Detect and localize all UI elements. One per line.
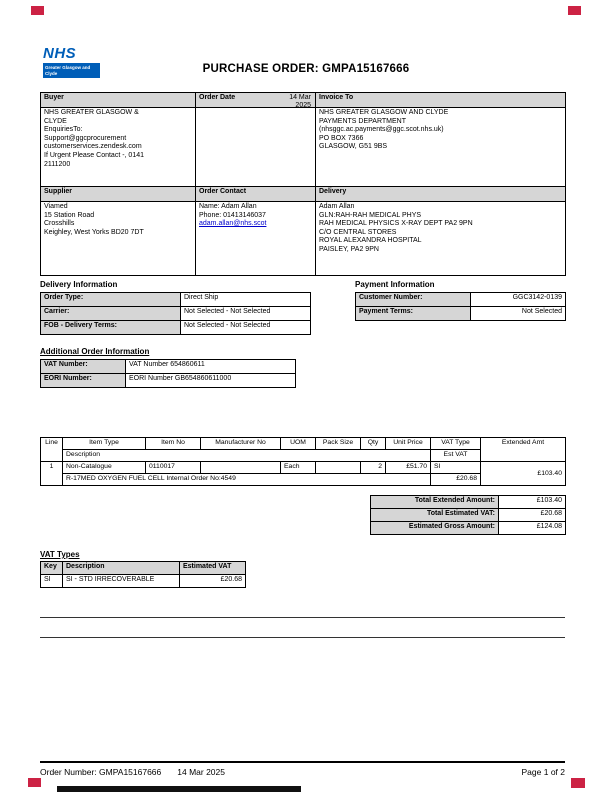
- totals-table: [370, 495, 566, 535]
- buyer-address-line: 2111200: [44, 160, 71, 168]
- buyer-address-line: If Urgent Please Contact -, 0141: [44, 151, 144, 159]
- carrier-value: Not Selected - Not Selected: [181, 307, 311, 321]
- estimated-gross-amount-value: £124.08: [499, 522, 566, 535]
- parties-table: [40, 92, 566, 276]
- item-uom: Each: [281, 462, 316, 474]
- supplier-header: Supplier: [41, 187, 196, 202]
- delivery-address: [316, 202, 566, 276]
- col-header-item-no: Item No: [146, 438, 201, 450]
- total-estimated-vat-label: Total Estimated VAT:: [371, 509, 499, 522]
- delivery-address-line: RAH MEDICAL PHYSICS X-RAY DEPT PA2 9PN: [319, 220, 473, 228]
- payment-information-heading: Payment Information: [355, 280, 435, 289]
- delivery-address-line: PAISLEY, PA2 9PN: [319, 245, 379, 253]
- footer-page-number: Page 1 of 2: [521, 767, 565, 777]
- vat-estimated-value: £20.68: [180, 575, 246, 588]
- buyer-address-line: NHS GREATER GLASGOW &: [44, 109, 139, 116]
- contact-phone: Phone: 01413146037: [199, 211, 266, 219]
- col-header-unit-price: Unit Price: [386, 438, 431, 450]
- additional-order-information-table: [40, 359, 296, 388]
- estimated-gross-amount-label: Estimated Gross Amount:: [371, 522, 499, 535]
- order-date-cell: [196, 108, 316, 187]
- item-extended-amt: £103.40: [481, 462, 566, 486]
- order-contact-header: Order Contact: [196, 187, 316, 202]
- scan-artifact-bar: [57, 786, 301, 792]
- customer-number-value: GGC3142-0139: [471, 293, 566, 307]
- corner-mark-bottom-right: [571, 778, 585, 788]
- vat-description-value: SI - STD IRRECOVERABLE: [63, 575, 180, 588]
- delivery-address-line: C/O CENTRAL STORES: [319, 228, 397, 236]
- col-header-vat-type: VAT Type: [431, 438, 481, 450]
- contact-name: Name: Adam Allan: [199, 203, 257, 210]
- payment-terms-value: Not Selected: [471, 307, 566, 321]
- item-description: R-17MED OXYGEN FUEL CELL Internal Order No:4549: [63, 474, 431, 486]
- item-no: 0110017: [146, 462, 201, 474]
- delivery-information-heading: Delivery Information: [40, 280, 118, 289]
- item-unit-price: £51.70: [386, 462, 431, 474]
- footer-date: 14 Mar 2025: [177, 767, 225, 777]
- vat-types-table: [40, 561, 246, 588]
- item-type: Non-Catalogue: [63, 462, 146, 474]
- vat-description-header: Description: [63, 562, 180, 575]
- carrier-label: Carrier:: [41, 307, 181, 321]
- nhs-logo-org-text: Greater Glasgow and Clyde: [45, 65, 91, 76]
- payment-terms-label: Payment Terms:: [356, 307, 471, 321]
- invoice-to-address: [316, 108, 566, 187]
- customer-number-label: Customer Number:: [356, 293, 471, 307]
- footer-divider: [40, 761, 565, 763]
- horizontal-rule-2: [40, 637, 565, 638]
- buyer-address-line: customerservices.zendesk.com: [44, 143, 142, 151]
- nhs-logo-text: NHS: [43, 45, 77, 62]
- footer: [40, 767, 565, 777]
- supplier-address-line: 15 Station Road: [44, 211, 95, 219]
- fob-delivery-terms-label: FOB - Delivery Terms:: [41, 321, 181, 335]
- col-header-manufacturer-no: Manufacturer No: [201, 438, 281, 450]
- order-type-value: Direct Ship: [181, 293, 311, 307]
- total-estimated-vat-value: £20.68: [499, 509, 566, 522]
- item-line-number: 1: [41, 462, 63, 486]
- item-vat-type: SI: [431, 462, 481, 474]
- vat-number-label: VAT Number:: [41, 360, 126, 374]
- buyer-address-line: CLYDE: [44, 117, 67, 125]
- eori-number-label: EORI Number:: [41, 374, 126, 388]
- footer-order-number: Order Number: GMPA15167666: [40, 767, 162, 777]
- delivery-information-table: [40, 292, 311, 335]
- supplier-address-line: Viamed: [44, 203, 68, 210]
- vat-key-value: SI: [41, 575, 63, 588]
- buyer-address-line: EnquiriesTo:: [44, 126, 83, 134]
- delivery-address-line: GLN:RAH-RAH MEDICAL PHYS: [319, 211, 422, 219]
- corner-mark-top-right: [568, 6, 581, 15]
- item-est-vat: £20.68: [431, 474, 481, 486]
- vat-key-header: Key: [41, 562, 63, 575]
- col-header-est-vat: Est VAT: [431, 450, 481, 462]
- delivery-address-line: Adam Allan: [319, 203, 355, 210]
- order-type-label: Order Type:: [41, 293, 181, 307]
- supplier-address-line: Keighley, West Yorks BD20 7DT: [44, 228, 144, 236]
- col-header-item-type: Item Type: [63, 438, 146, 450]
- delivery-header: Delivery: [316, 187, 566, 202]
- order-date-value: 14 Mar 2025: [289, 94, 311, 110]
- order-date-header: Order Date: [196, 93, 316, 108]
- item-pack-size: [316, 462, 361, 474]
- invoice-address-line: (nhsggc.ac.payments@ggc.scot.nhs.uk): [319, 126, 444, 134]
- col-header-uom: UOM: [281, 438, 316, 450]
- invoice-address-line: GLASGOW, G51 9BS: [319, 143, 388, 151]
- corner-mark-top-left: [31, 6, 44, 15]
- supplier-address-line: Crosshills: [44, 220, 75, 228]
- fob-delivery-terms-value: Not Selected - Not Selected: [181, 321, 311, 335]
- eori-number-value: EORI Number GB654860611000: [126, 374, 296, 388]
- page-title: PURCHASE ORDER: GMPA15167666: [202, 63, 410, 75]
- line-items-table: [40, 437, 566, 486]
- col-header-description: Description: [63, 450, 431, 462]
- total-extended-amount-label: Total Extended Amount:: [371, 496, 499, 509]
- col-header-line: Line: [41, 438, 63, 462]
- item-qty: 2: [361, 462, 386, 474]
- delivery-address-line: ROYAL ALEXANDRA HOSPITAL: [319, 237, 422, 245]
- horizontal-rule-1: [40, 617, 565, 618]
- buyer-address: [41, 108, 196, 187]
- invoice-address-line: PO BOX 7366: [319, 134, 364, 142]
- vat-estimated-header: Estimated VAT: [180, 562, 246, 575]
- item-manufacturer-no: [201, 462, 281, 474]
- payment-information-table: [355, 292, 566, 321]
- total-extended-amount-value: £103.40: [499, 496, 566, 509]
- buyer-header: Buyer: [41, 93, 196, 108]
- additional-order-information-heading: Additional Order Information: [40, 347, 150, 356]
- corner-mark-bottom-left: [28, 778, 41, 787]
- buyer-address-line: Support@ggcprocurement: [44, 134, 127, 142]
- vat-number-value: VAT Number 654860611: [126, 360, 296, 374]
- invoice-to-header: Invoice To: [316, 93, 566, 108]
- col-header-extended-amt: Extended Amt: [481, 438, 566, 462]
- contact-email-link[interactable]: adam.allan@nhs.scot: [199, 220, 267, 228]
- invoice-address-line: NHS GREATER GLASGOW AND CLYDE: [319, 109, 449, 116]
- col-header-qty: Qty: [361, 438, 386, 450]
- col-header-pack-size: Pack Size: [316, 438, 361, 450]
- order-contact-info: [196, 202, 316, 276]
- invoice-address-line: PAYMENTS DEPARTMENT: [319, 117, 406, 125]
- supplier-address: [41, 202, 196, 276]
- vat-types-heading: VAT Types: [40, 550, 80, 559]
